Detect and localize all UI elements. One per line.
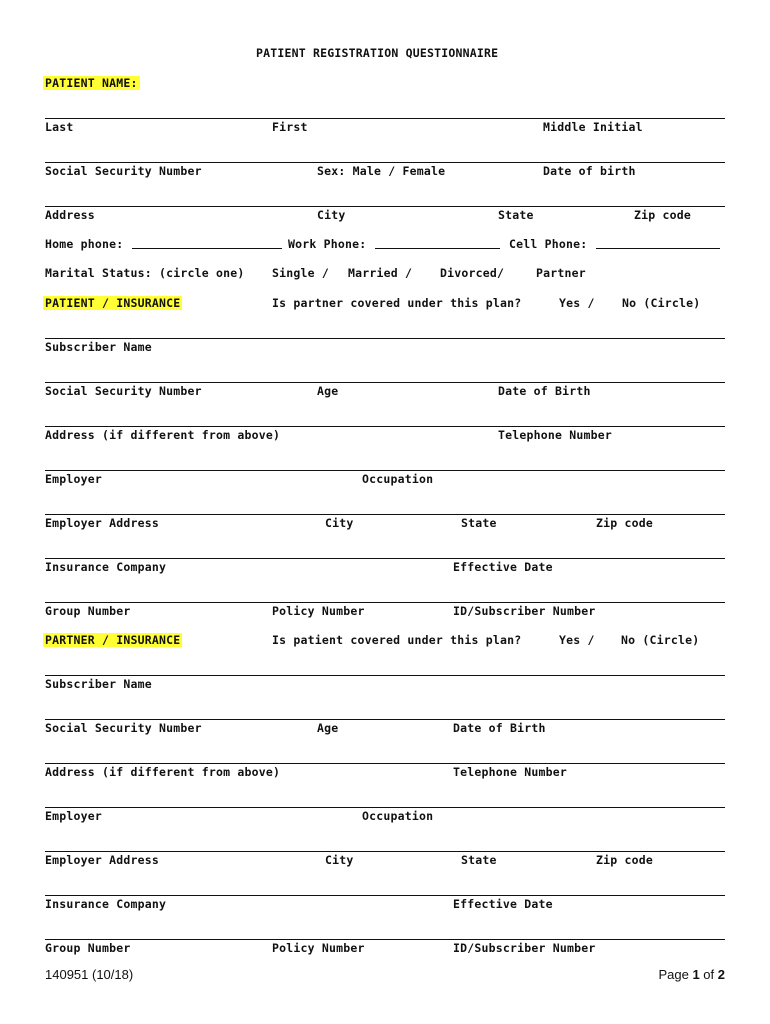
state-label: State [498,208,534,222]
divider [45,602,725,603]
partner-effective-date-label: Effective Date [453,897,553,911]
divider [45,807,725,808]
employer-state-label: State [461,516,497,530]
zip-label: Zip code [634,208,691,222]
middle-initial-label: Middle Initial [543,120,643,134]
employer-address-label: Employer Address [45,516,159,530]
effective-date-label: Effective Date [453,560,553,574]
partner-occupation-label: Occupation [362,809,434,823]
divider [45,939,725,940]
partner-insurance-heading: PARTNER / INSURANCE [45,633,181,647]
divider [45,470,725,471]
page-indicator: Page 1 of 2 [658,967,725,982]
patient-insurance-heading: PATIENT / INSURANCE [45,296,181,310]
home-phone-label: Home phone: [45,237,124,251]
partner-telephone-label: Telephone Number [453,765,567,779]
marital-option-divorced[interactable]: Divorced/ [440,266,505,280]
partner-covered-question: Is partner covered under this plan? [272,296,522,310]
subscriber-dob-label: Date of Birth [498,384,591,398]
subscriber-ssn-label: Social Security Number [45,384,202,398]
marital-option-married[interactable]: Married / [348,266,413,280]
partner-dob-label: Date of Birth [453,721,546,735]
partner-employer-state-label: State [461,853,497,867]
partner-employer-address-label: Employer Address [45,853,159,867]
form-title: PATIENT REGISTRATION QUESTIONNAIRE [256,46,499,60]
patient-name-heading: PATIENT NAME: [45,76,138,90]
partner-subscriber-id-label: ID/Subscriber Number [453,941,596,955]
subscriber-age-label: Age [317,384,339,398]
policy-number-label: Policy Number [272,604,365,618]
patient-covered-question: Is patient covered under this plan? [272,633,522,647]
divider [45,162,725,163]
partner-ssn-label: Social Security Number [45,721,202,735]
sex-label: Sex: Male / Female [317,164,446,178]
city-label: City [317,208,346,222]
divider [45,558,725,559]
partner-covered-yes[interactable]: Yes / [559,296,595,310]
divider [45,719,725,720]
divider [45,895,725,896]
partner-insurance-company-label: Insurance Company [45,897,167,911]
marital-option-single[interactable]: Single / [272,266,329,280]
cell-phone-label: Cell Phone: [509,237,588,251]
subscriber-telephone-label: Telephone Number [498,428,612,442]
home-phone-field[interactable] [132,237,282,251]
divider [45,118,725,119]
divider [45,763,725,764]
work-phone-label: Work Phone: [288,237,367,251]
divider [45,851,725,852]
partner-subscriber-name-label: Subscriber Name [45,677,152,691]
ssn-label: Social Security Number [45,164,202,178]
divider [45,206,725,207]
employer-zip-label: Zip code [596,516,653,530]
insurance-company-label: Insurance Company [45,560,167,574]
cell-phone-field[interactable] [596,237,720,251]
subscriber-id-label: ID/Subscriber Number [453,604,596,618]
partner-group-number-label: Group Number [45,941,131,955]
partner-covered-no[interactable]: No (Circle) [622,296,701,310]
patient-covered-yes[interactable]: Yes / [559,633,595,647]
partner-policy-number-label: Policy Number [272,941,365,955]
dob-label: Date of birth [543,164,636,178]
last-name-label: Last [45,120,74,134]
work-phone-field[interactable] [375,237,500,251]
subscriber-address-label: Address (if different from above) [45,428,281,442]
partner-employer-zip-label: Zip code [596,853,653,867]
marital-status-label: Marital Status: (circle one) [45,266,245,280]
partner-employer-label: Employer [45,809,102,823]
divider [45,426,725,427]
divider [45,675,725,676]
occupation-label: Occupation [362,472,434,486]
partner-address-label: Address (if different from above) [45,765,281,779]
divider [45,514,725,515]
employer-label: Employer [45,472,102,486]
group-number-label: Group Number [45,604,131,618]
first-name-label: First [272,120,308,134]
address-label: Address [45,208,95,222]
marital-option-partner[interactable]: Partner [536,266,586,280]
partner-employer-city-label: City [325,853,354,867]
divider [45,338,725,339]
employer-city-label: City [325,516,354,530]
partner-age-label: Age [317,721,339,735]
subscriber-name-label: Subscriber Name [45,340,152,354]
form-number: 140951 (10/18) [45,967,134,982]
patient-covered-no[interactable]: No (Circle) [621,633,700,647]
divider [45,382,725,383]
